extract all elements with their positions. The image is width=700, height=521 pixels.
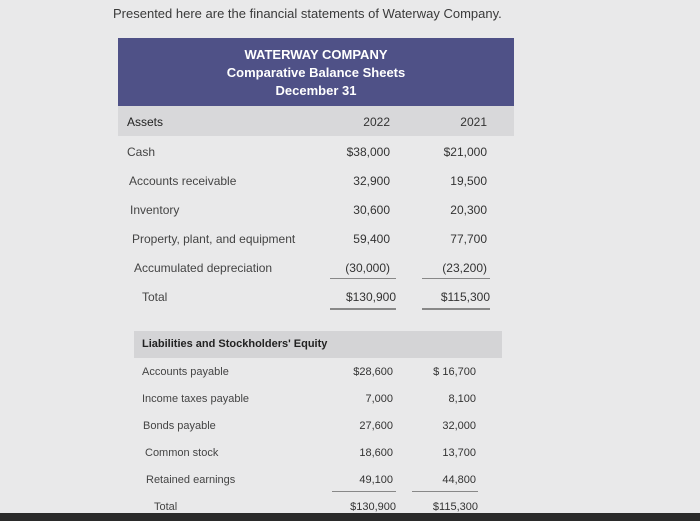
sheet-header — [118, 38, 514, 106]
value-2021: (23,200) — [442, 261, 487, 275]
value-2022: 7,000 — [365, 393, 393, 405]
underline — [422, 278, 490, 279]
value-2021: 13,700 — [442, 447, 476, 459]
row-label: Accumulated depreciation — [134, 261, 273, 275]
liabilities-heading: Liabilities and Stockholders' Equity — [142, 338, 328, 350]
value-2022: 27,600 — [359, 420, 393, 432]
row-label: Inventory — [130, 203, 180, 217]
table-row — [118, 194, 514, 223]
row-label: Total — [154, 501, 178, 513]
assets-total-row — [118, 281, 514, 310]
row-label: Total — [142, 290, 168, 304]
sheet-title: Comparative Balance Sheets — [226, 65, 406, 80]
table-row — [134, 412, 502, 439]
table-row — [118, 223, 514, 252]
value-2021: 20,300 — [450, 203, 487, 217]
assets-column-header — [118, 106, 514, 136]
value-2022: $28,600 — [353, 366, 393, 378]
underline — [330, 278, 396, 279]
value-2021: 32,000 — [442, 420, 476, 432]
table-row — [134, 358, 502, 385]
table-row — [134, 385, 502, 412]
row-label: Income taxes payable — [142, 393, 250, 405]
value-2022: 30,600 — [353, 203, 390, 217]
row-label: Cash — [127, 145, 156, 159]
value-2022: 59,400 — [353, 232, 390, 246]
liabilities-column-header — [134, 331, 502, 358]
liabilities-section — [134, 331, 502, 520]
row-label: Retained earnings — [146, 474, 236, 486]
value-2022: $130,900 — [350, 501, 396, 513]
value-2021: 44,800 — [442, 474, 476, 486]
row-label: Accounts payable — [142, 366, 229, 378]
value-2021: 77,700 — [450, 232, 487, 246]
value-2022: $130,900 — [345, 290, 396, 304]
row-label: Bonds payable — [143, 420, 216, 432]
row-label: Common stock — [145, 447, 219, 459]
value-2021: 8,100 — [448, 393, 476, 405]
row-label: Accounts receivable — [129, 174, 237, 188]
underline — [412, 491, 478, 492]
year-2022-header: 2022 — [363, 115, 390, 129]
value-2022: 49,100 — [359, 474, 393, 486]
double-underline — [422, 308, 490, 310]
assets-heading: Assets — [127, 115, 164, 129]
underline — [332, 491, 396, 492]
value-2021: $115,300 — [432, 501, 478, 513]
table-row — [134, 439, 502, 466]
value-2021: 19,500 — [450, 174, 487, 188]
value-2022: (30,000) — [345, 261, 390, 275]
table-row — [118, 165, 514, 194]
sheet-date: December 31 — [275, 83, 357, 98]
value-2021: $115,300 — [440, 290, 490, 304]
value-2021: $21,000 — [443, 145, 487, 159]
double-underline — [330, 308, 396, 310]
year-2021-header: 2021 — [460, 115, 487, 129]
table-row — [118, 252, 514, 281]
table-row — [134, 466, 502, 493]
table-row — [118, 136, 514, 165]
value-2021: $ 16,700 — [433, 366, 476, 378]
value-2022: 32,900 — [353, 174, 390, 188]
intro-text: Presented here are the financial statements of Waterway Company. — [113, 6, 502, 21]
balance-sheet — [118, 38, 514, 310]
row-label: Property, plant, and equipment — [132, 232, 296, 246]
company-name: WATERWAY COMPANY — [244, 47, 388, 62]
value-2022: $38,000 — [346, 145, 390, 159]
bottom-edge — [0, 513, 700, 521]
value-2022: 18,600 — [359, 447, 393, 459]
